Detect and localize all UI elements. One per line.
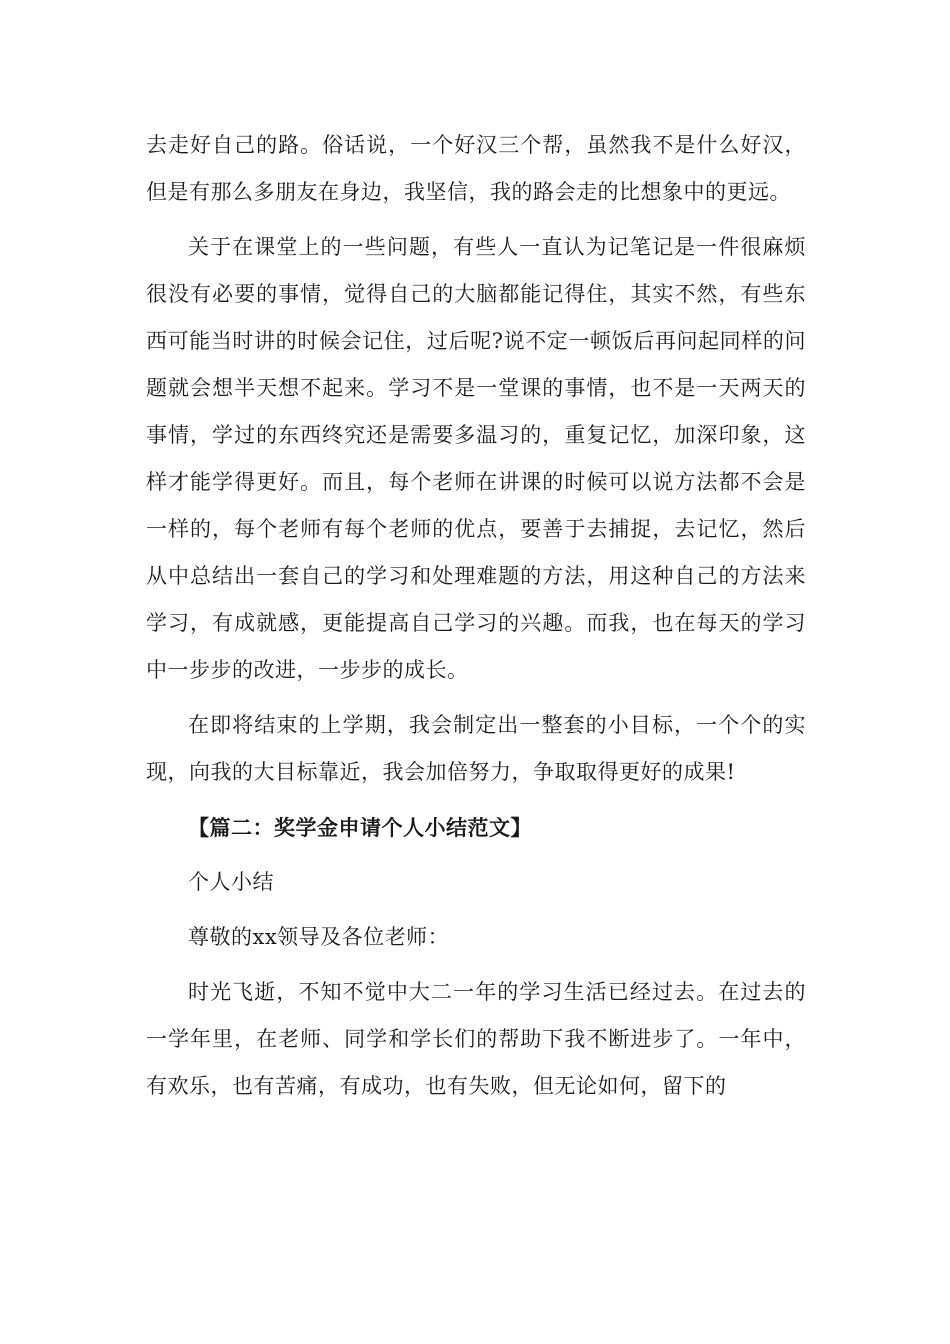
paragraph-continuation: 去走好自己的路。俗话说，一个好汉三个帮，虽然我不是什么好汉，但是有那么多朋友在身边，我坚信，我的路会走的比想象中的更远。 bbox=[146, 133, 806, 204]
paragraph-semester-goals: 在即将结束的上学期，我会制定出一整套的小目标，一个个的实现，向我的大目标靠近，我会加倍努力，争取取得更好的成果! bbox=[146, 713, 806, 784]
paragraph-opening: 时光飞逝，不知不觉中大二一年的学习生活已经过去。在过去的一学年里，在老师、同学和学长们的帮助下我不断进步了。一年中，有欢乐，也有苦痛，有成功，也有失败，但无论如何，留下的 bbox=[146, 980, 806, 1098]
salutation: 尊敬的xx领导及各位老师： bbox=[188, 925, 450, 949]
paragraph-classroom-notes: 关于在课堂上的一些问题，有些人一直认为记笔记是一件很麻烦很没有必要的事情，觉得自己的大脑都能记得住，其实不然，有些东西可能当时讲的时候会记住，过后呢?说不定一顿饭后再问起同样的问题就会想半天想不起来。学习不是一堂课的事情，也不是一天两天的事情，学过的东西终究还是需要多温习的，重复记忆，加深印象，这样才能学得更好。而且，每个老师在讲课的时候可以说方法都不会是一样的，每个老师有每个老师的优点，要善于去捕捉，去记忆，然后从中总结出一套自己的学习和处理难题的方法，用这种自己的方法来学习，有成就感，更能提高自己学习的兴趣。而我，也在每天的学习中一步步的改进，一步步的成长。 bbox=[146, 235, 806, 682]
section-heading: 【篇二：奖学金申请个人小结范文】 bbox=[188, 815, 532, 840]
subtitle: 个人小结 bbox=[188, 870, 274, 894]
document-page bbox=[146, 122, 806, 1110]
